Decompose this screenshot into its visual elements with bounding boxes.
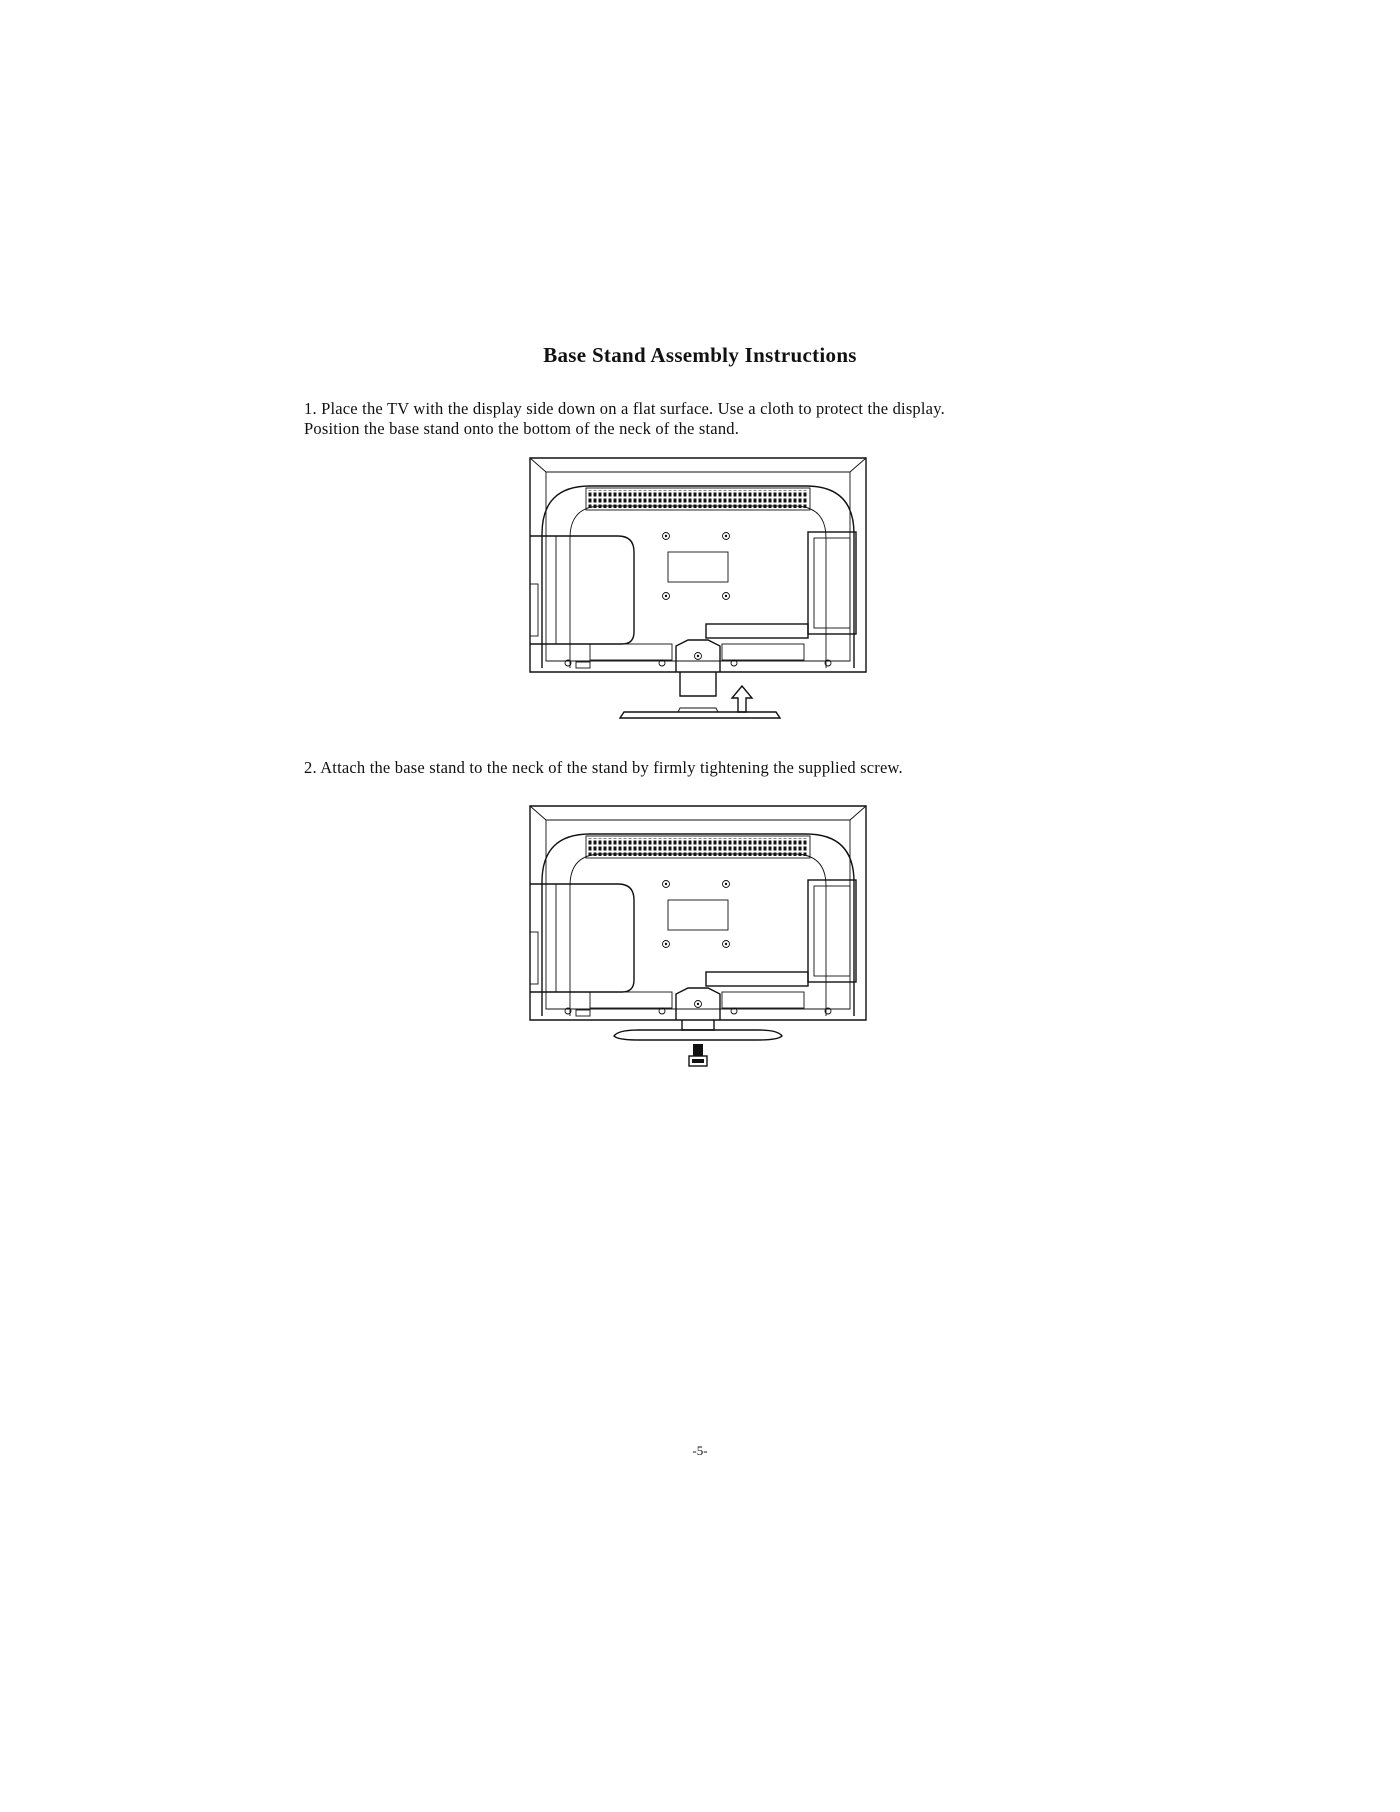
step-1-instructions [304, 399, 1204, 439]
page-title: Base Stand Assembly Instructions [543, 343, 857, 367]
page-number: -5- [692, 1443, 708, 1458]
tv-back-stand-screw-illustration [528, 804, 868, 1074]
step-2-instructions [304, 758, 1204, 778]
step-1-line-1: 1. Place the TV with the display side down on a flat surface. Use a cloth to protect the display. [304, 399, 945, 418]
step-1-line-2: Position the base stand onto the bottom of the neck of the stand. [304, 419, 740, 438]
tv-back-stand-position-illustration [528, 456, 868, 726]
step-2-line-1: 2. Attach the base stand to the neck of the stand by firmly tightening the supplied screw. [304, 758, 903, 777]
